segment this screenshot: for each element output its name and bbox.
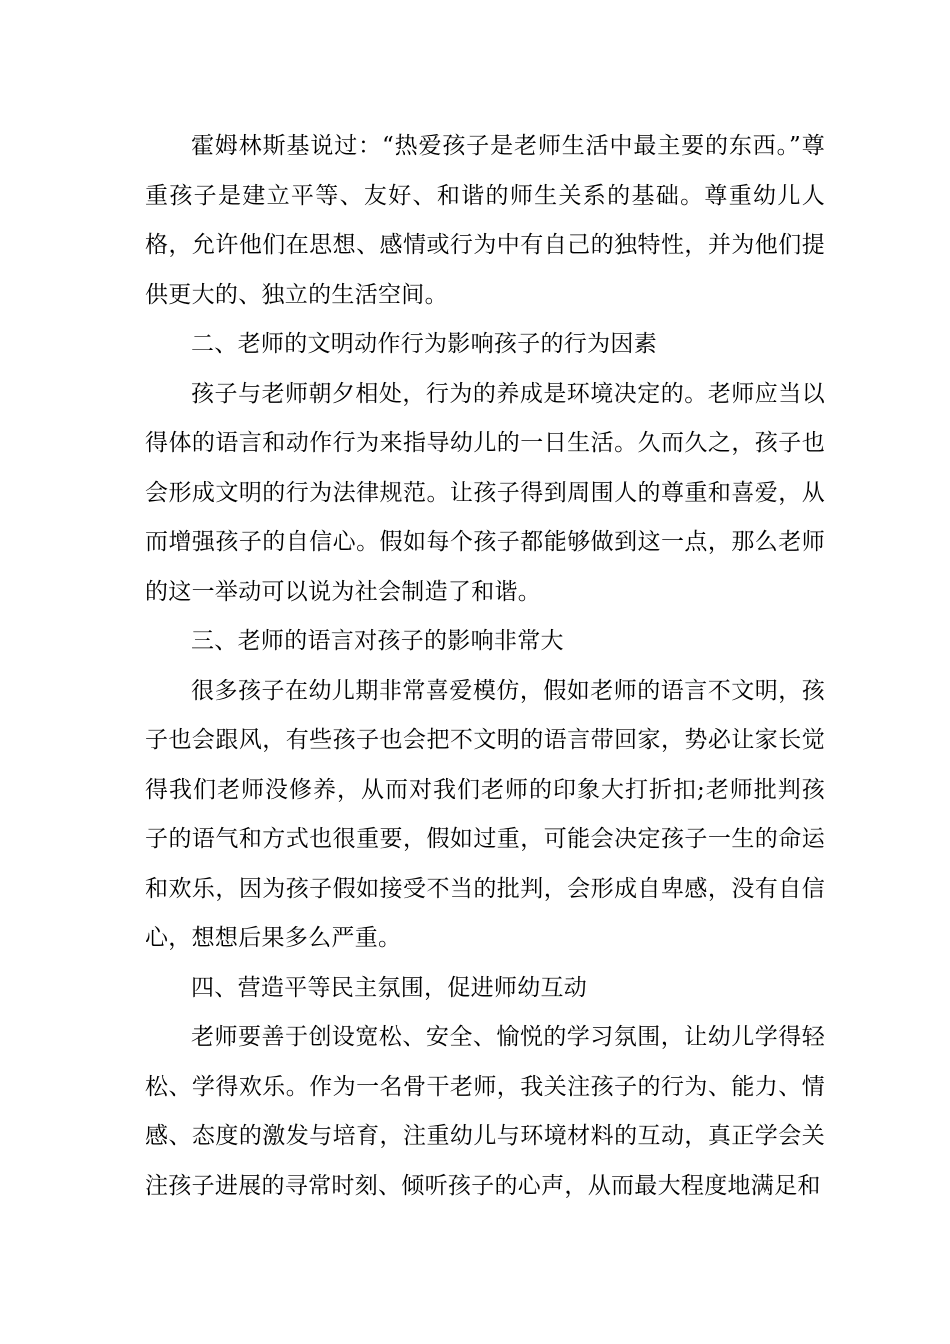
paragraph-intro: 霍姆林斯基说过：“热爱孩子是老师生活中最主要的东西。”尊重孩子是建立平等、友好、和谐的师生关系的基础。尊重幼儿人格，允许他们在思想、感情或行为中有自己的独特性，并为他们提供更大的、独立的生活空间。 [145, 133, 825, 308]
paragraph-section-2: 孩子与老师朝夕相处，行为的养成是环境决定的。老师应当以得体的语言和动作行为来指导幼儿的一日生活。久而久之，孩子也会形成文明的行为法律规范。让孩子得到周围人的尊重和喜爱，从而增强孩子的自信心。假如每个孩子都能够做到这一点，那么老师的这一举动可以说为社会制造了和谐。 [145, 380, 825, 605]
section-heading-4: 四、营造平等民主氛围，促进师幼互动 [191, 974, 588, 1001]
section-heading-2: 二、老师的文明动作行为影响孩子的行为因素 [191, 331, 657, 357]
document-body [145, 122, 825, 1211]
paragraph-section-4: 老师要善于创设宽松、安全、愉悦的学习氛围，让幼儿学得轻松、学得欢乐。作为一名骨干老师，我关注孩子的行为、能力、情感、态度的激发与培育，注重幼儿与环境材料的互动，真正学会关注孩子进展的寻常时刻、倾听孩子的心声，从而最大程度地满足和 [145, 1024, 825, 1199]
paragraph-section-3: 很多孩子在幼儿期非常喜爱模仿，假如老师的语言不文明，孩子也会跟风，有些孩子也会把不文明的语言带回家，势必让家长觉得我们老师没修养，从而对我们老师的印象大打折扣;老师批判孩子的语气和方式也很重要，假如过重，可能会决定孩子一生的命运和欢乐，因为孩子假如接受不当的批判，会形成自卑感，没有自信心，想想后果多么严重。 [145, 677, 825, 951]
section-heading-3: 三、老师的语言对孩子的影响非常大 [191, 628, 564, 654]
